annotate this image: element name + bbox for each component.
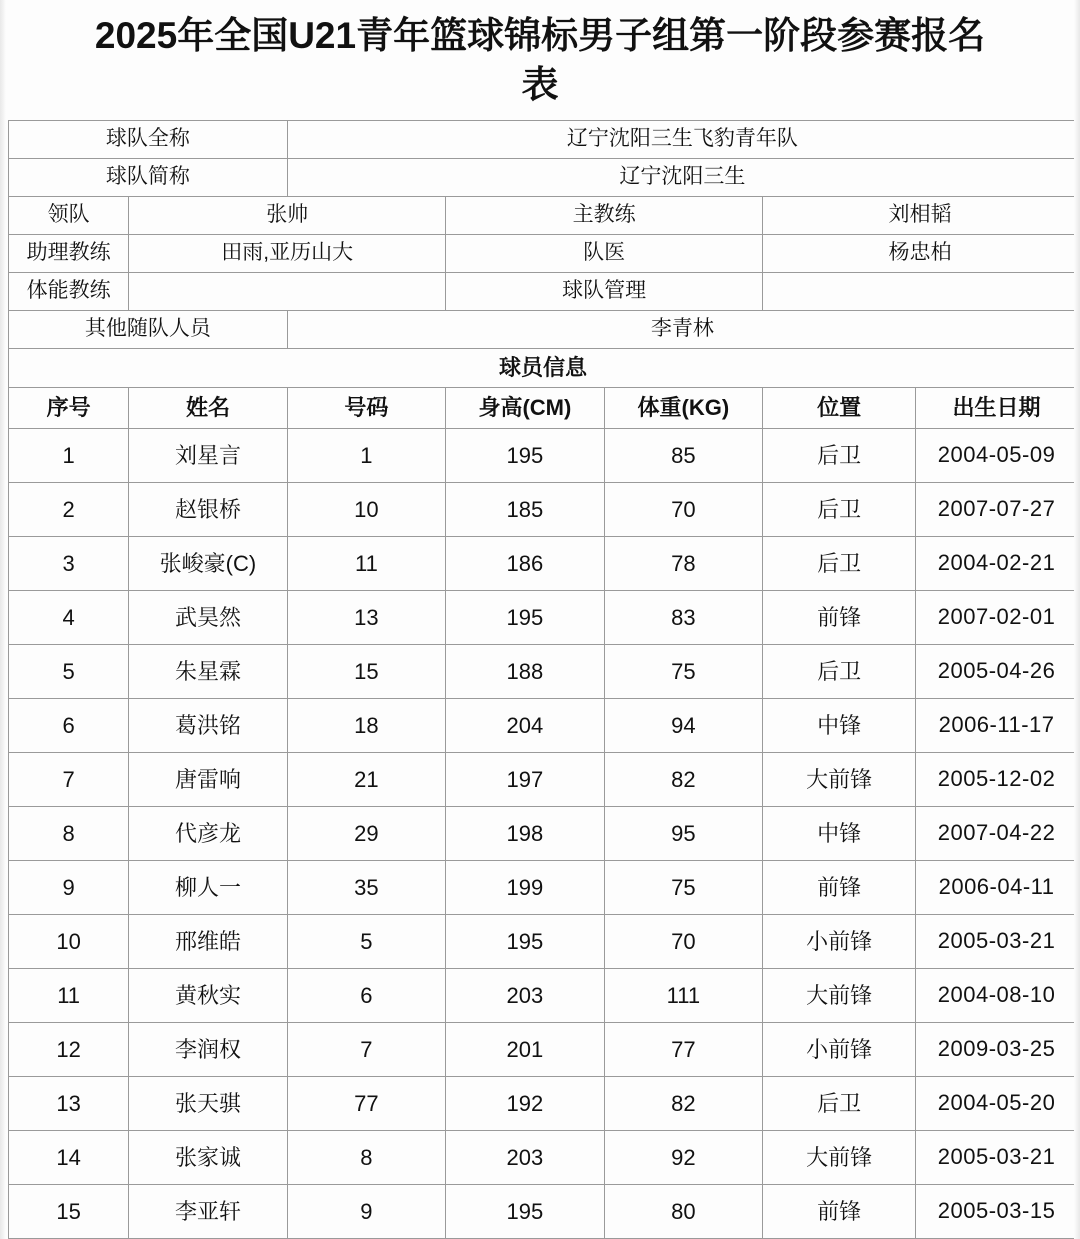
registration-table <box>8 120 1078 1239</box>
player-birthdate: 2004-05-09 <box>916 429 1078 483</box>
other-staff-row <box>9 311 1078 349</box>
player-index: 3 <box>9 537 129 591</box>
player-weight: 111 <box>604 969 762 1023</box>
team-fullname-value: 辽宁沈阳三生飞豹青年队 <box>287 121 1077 159</box>
player-weight: 94 <box>604 699 762 753</box>
player-number: 18 <box>287 699 445 753</box>
table-row <box>9 429 1078 483</box>
player-index: 10 <box>9 915 129 969</box>
column-header-height: 身高(CM) <box>446 388 604 429</box>
player-number: 7 <box>287 1023 445 1077</box>
column-header-position: 位置 <box>763 388 916 429</box>
player-number: 9 <box>287 1185 445 1239</box>
page-title: 2025年全国U21青年篮球锦标男子组第一阶段参赛报名 <box>94 15 986 56</box>
player-position: 大前锋 <box>763 753 916 807</box>
player-section-title-row <box>9 349 1078 388</box>
fitness-coach-value <box>129 273 446 311</box>
player-weight: 85 <box>604 429 762 483</box>
player-index: 7 <box>9 753 129 807</box>
player-name: 唐雷响 <box>129 753 287 807</box>
player-birthdate: 2004-08-10 <box>916 969 1078 1023</box>
head-coach-value: 刘相韬 <box>763 197 1078 235</box>
player-number: 13 <box>287 591 445 645</box>
player-birthdate: 2006-04-11 <box>916 861 1078 915</box>
table-row <box>9 1077 1078 1131</box>
player-index: 9 <box>9 861 129 915</box>
player-name: 邢维皓 <box>129 915 287 969</box>
table-row <box>9 861 1078 915</box>
player-position: 后卫 <box>763 645 916 699</box>
player-index: 11 <box>9 969 129 1023</box>
player-birthdate: 2005-03-21 <box>916 915 1078 969</box>
player-table-header <box>9 388 1078 429</box>
player-index: 2 <box>9 483 129 537</box>
table-row <box>9 807 1078 861</box>
player-weight: 80 <box>604 1185 762 1239</box>
player-birthdate: 2005-12-02 <box>916 753 1078 807</box>
player-position: 中锋 <box>763 807 916 861</box>
player-height: 197 <box>446 753 604 807</box>
player-name: 代彦龙 <box>129 807 287 861</box>
player-name: 张家诚 <box>129 1131 287 1185</box>
player-birthdate: 2004-05-20 <box>916 1077 1078 1131</box>
player-height: 204 <box>446 699 604 753</box>
player-weight: 70 <box>604 483 762 537</box>
player-position: 中锋 <box>763 699 916 753</box>
column-header-number: 号码 <box>287 388 445 429</box>
table-row <box>9 645 1078 699</box>
player-number: 11 <box>287 537 445 591</box>
player-index: 12 <box>9 1023 129 1077</box>
player-name: 李润权 <box>129 1023 287 1077</box>
player-birthdate: 2009-03-25 <box>916 1023 1078 1077</box>
player-position: 前锋 <box>763 861 916 915</box>
player-number: 77 <box>287 1077 445 1131</box>
other-staff-label: 其他随队人员 <box>9 311 288 349</box>
player-height: 195 <box>446 1185 604 1239</box>
player-number: 6 <box>287 969 445 1023</box>
player-birthdate: 2005-04-26 <box>916 645 1078 699</box>
player-position: 后卫 <box>763 483 916 537</box>
team-shortname-label: 球队简称 <box>9 159 288 197</box>
table-row <box>9 915 1078 969</box>
player-name: 朱星霖 <box>129 645 287 699</box>
player-index: 5 <box>9 645 129 699</box>
player-number: 5 <box>287 915 445 969</box>
player-weight: 77 <box>604 1023 762 1077</box>
column-header-index: 序号 <box>9 388 129 429</box>
player-weight: 75 <box>604 645 762 699</box>
player-number: 21 <box>287 753 445 807</box>
table-row <box>9 753 1078 807</box>
team-manager-value <box>763 273 1078 311</box>
fitness-coach-label: 体能教练 <box>9 273 129 311</box>
player-name: 赵银桥 <box>129 483 287 537</box>
player-birthdate: 2007-07-27 <box>916 483 1078 537</box>
page-left-edge-shadow <box>0 0 6 1239</box>
player-position: 小前锋 <box>763 1023 916 1077</box>
fitness-manager-row <box>9 273 1078 311</box>
player-name: 黄秋实 <box>129 969 287 1023</box>
other-staff-value: 李青林 <box>287 311 1077 349</box>
player-name: 张峻豪(C) <box>129 537 287 591</box>
leader-value: 张帅 <box>129 197 446 235</box>
player-height: 195 <box>446 429 604 483</box>
player-birthdate: 2005-03-15 <box>916 1185 1078 1239</box>
player-height: 199 <box>446 861 604 915</box>
player-index: 6 <box>9 699 129 753</box>
player-birthdate: 2006-11-17 <box>916 699 1078 753</box>
table-row <box>9 1023 1078 1077</box>
assistant-doctor-row <box>9 235 1078 273</box>
player-name: 刘星言 <box>129 429 287 483</box>
player-position: 后卫 <box>763 429 916 483</box>
player-weight: 78 <box>604 537 762 591</box>
player-height: 201 <box>446 1023 604 1077</box>
table-row <box>9 699 1078 753</box>
player-height: 186 <box>446 537 604 591</box>
player-height: 195 <box>446 591 604 645</box>
player-weight: 82 <box>604 753 762 807</box>
player-number: 15 <box>287 645 445 699</box>
player-height: 185 <box>446 483 604 537</box>
assistant-coach-value: 田雨,亚历山大 <box>129 235 446 273</box>
player-height: 203 <box>446 1131 604 1185</box>
player-index: 4 <box>9 591 129 645</box>
column-header-birthdate: 出生日期 <box>916 388 1078 429</box>
player-weight: 95 <box>604 807 762 861</box>
assistant-coach-label: 助理教练 <box>9 235 129 273</box>
team-fullname-row <box>9 121 1078 159</box>
player-birthdate: 2007-02-01 <box>916 591 1078 645</box>
player-index: 14 <box>9 1131 129 1185</box>
player-height: 198 <box>446 807 604 861</box>
player-number: 8 <box>287 1131 445 1185</box>
player-weight: 83 <box>604 591 762 645</box>
player-birthdate: 2007-04-22 <box>916 807 1078 861</box>
player-weight: 82 <box>604 1077 762 1131</box>
team-fullname-label: 球队全称 <box>9 121 288 159</box>
player-position: 后卫 <box>763 537 916 591</box>
player-birthdate: 2005-03-21 <box>916 1131 1078 1185</box>
player-section-title: 球员信息 <box>9 349 1078 388</box>
team-doctor-label: 队医 <box>446 235 763 273</box>
table-row <box>9 537 1078 591</box>
player-name: 葛洪铭 <box>129 699 287 753</box>
team-shortname-value: 辽宁沈阳三生 <box>287 159 1077 197</box>
player-height: 203 <box>446 969 604 1023</box>
page-right-edge-shadow <box>1074 0 1080 1239</box>
player-position: 大前锋 <box>763 969 916 1023</box>
player-birthdate: 2004-02-21 <box>916 537 1078 591</box>
player-name: 武昊然 <box>129 591 287 645</box>
player-index: 8 <box>9 807 129 861</box>
player-number: 35 <box>287 861 445 915</box>
player-weight: 92 <box>604 1131 762 1185</box>
table-row <box>9 591 1078 645</box>
player-index: 1 <box>9 429 129 483</box>
table-row <box>9 1185 1078 1239</box>
player-position: 后卫 <box>763 1077 916 1131</box>
team-manager-label: 球队管理 <box>446 273 763 311</box>
player-name: 李亚轩 <box>129 1185 287 1239</box>
table-row <box>9 969 1078 1023</box>
player-number: 1 <box>287 429 445 483</box>
player-index: 13 <box>9 1077 129 1131</box>
player-height: 192 <box>446 1077 604 1131</box>
leader-coach-row <box>9 197 1078 235</box>
player-position: 前锋 <box>763 1185 916 1239</box>
player-weight: 75 <box>604 861 762 915</box>
player-position: 大前锋 <box>763 1131 916 1185</box>
player-height: 188 <box>446 645 604 699</box>
page-title-continuation: 表 <box>521 64 559 106</box>
player-height: 195 <box>446 915 604 969</box>
player-position: 小前锋 <box>763 915 916 969</box>
player-name: 张天骐 <box>129 1077 287 1131</box>
player-position: 前锋 <box>763 591 916 645</box>
head-coach-label: 主教练 <box>446 197 763 235</box>
player-number: 10 <box>287 483 445 537</box>
player-weight: 70 <box>604 915 762 969</box>
column-header-name: 姓名 <box>129 388 287 429</box>
team-doctor-value: 杨忠柏 <box>763 235 1078 273</box>
player-name: 柳人一 <box>129 861 287 915</box>
table-row <box>9 483 1078 537</box>
column-header-weight: 体重(KG) <box>604 388 762 429</box>
player-number: 29 <box>287 807 445 861</box>
table-row <box>9 1131 1078 1185</box>
player-index: 15 <box>9 1185 129 1239</box>
team-shortname-row <box>9 159 1078 197</box>
leader-label: 领队 <box>9 197 129 235</box>
